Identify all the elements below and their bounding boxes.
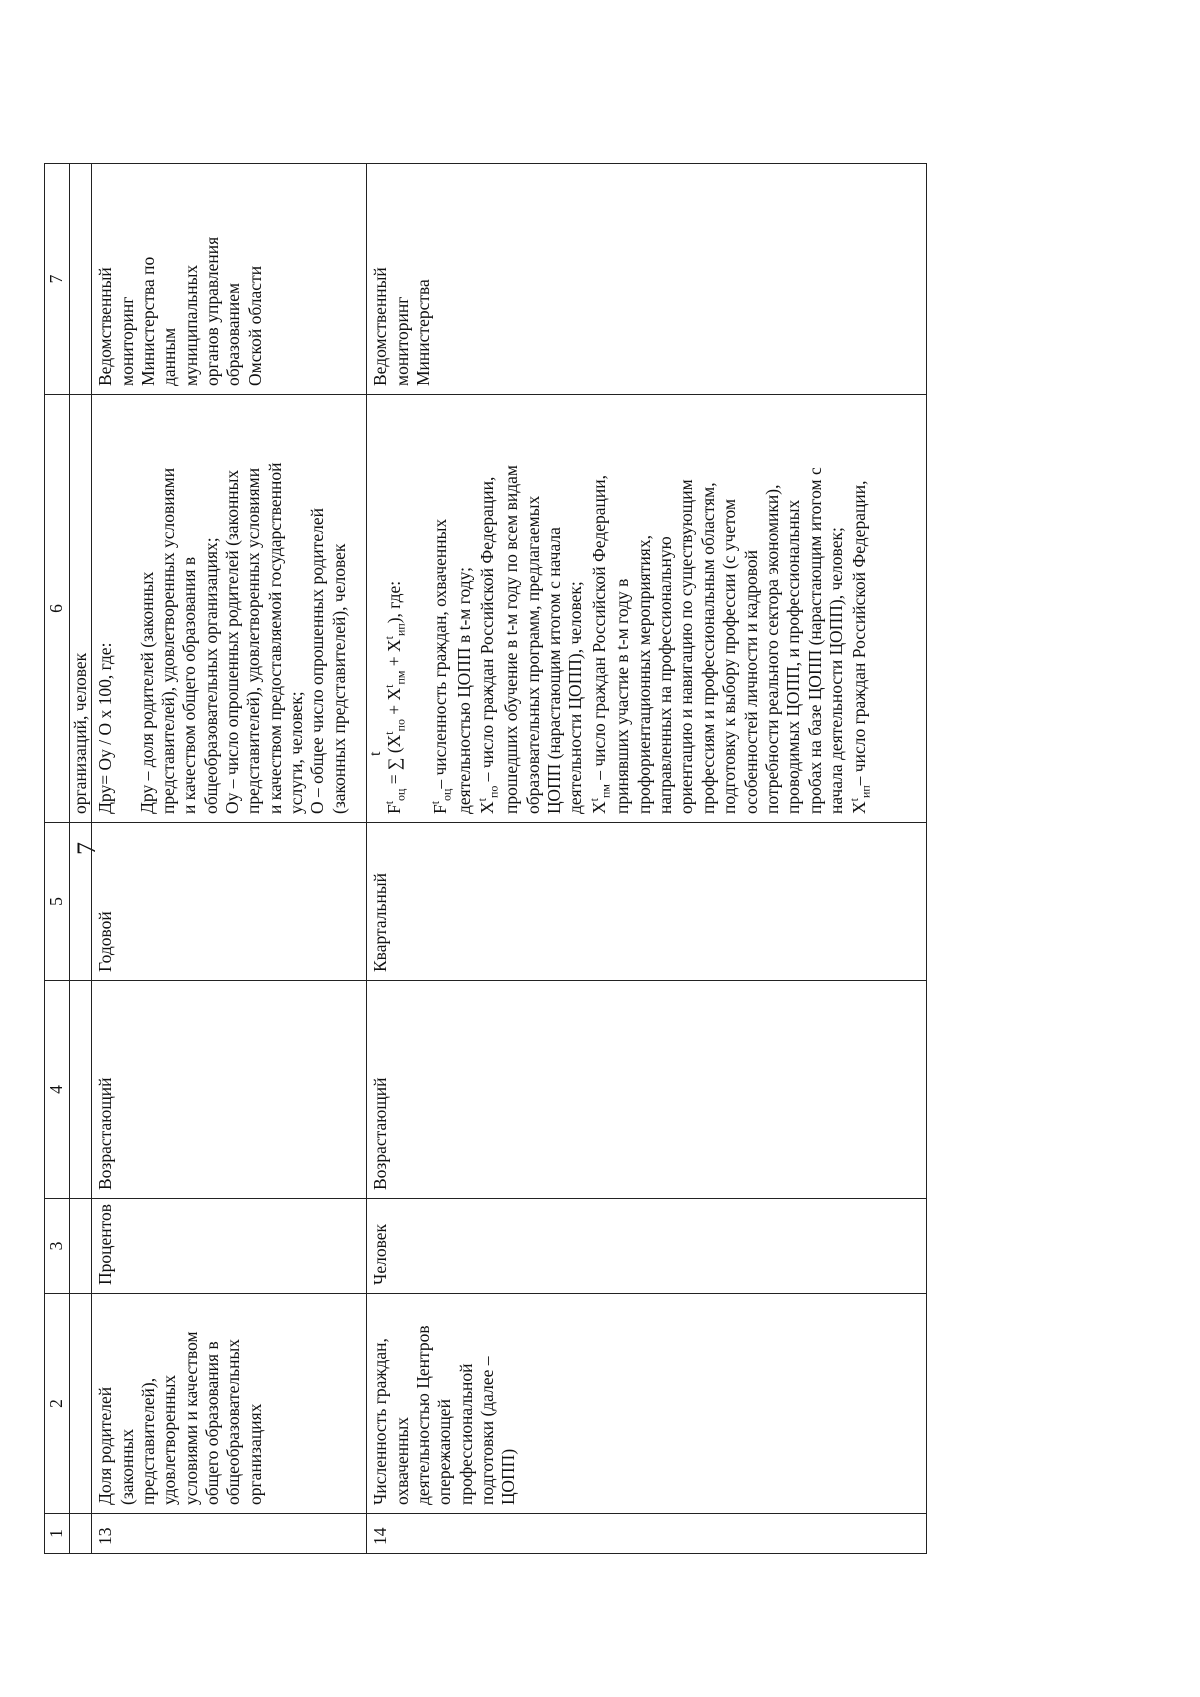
header-cell: 1 (45, 1514, 70, 1554)
header-cell: 7 (45, 164, 70, 395)
page-number: 7 (72, 842, 101, 855)
header-cell: 5 (45, 823, 70, 981)
header-cell: 2 (45, 1294, 70, 1514)
formula: $F^t_{оц}$ = ∑ $(X^t_{по} + X^t_{пм} + X^t_{ип})$, где: (382, 580, 408, 814)
row-number: 13 (92, 1514, 367, 1554)
data-source: Ведомственный мониторинг Министерства (367, 164, 927, 395)
indicator-name: Доля родителей (законных представителей), удовлетворенных условиями и качеством общего образования в общеобразовательных организациях (92, 1294, 367, 1514)
row-number: 14 (367, 1514, 927, 1554)
trend: Возрастающий (367, 981, 927, 1199)
header-cell: 6 (45, 395, 70, 823)
unit: Процентов (92, 1199, 367, 1294)
unit: Человек (367, 1199, 927, 1294)
data-source: Ведомственный мониторинг Министерства по данным муниципальных органов управления образованием Омской области (92, 164, 367, 395)
indicators-table (44, 163, 927, 1554)
period: Квартальный (367, 823, 927, 981)
table-row (92, 164, 367, 1554)
indicator-name: Численность граждан, охваченных деятельностью Центров опережающей профессиональной подготовки (далее – ЦОПП) (367, 1294, 927, 1514)
header-row (45, 164, 70, 1554)
table-row (367, 164, 927, 1554)
header-cell: 3 (45, 1199, 70, 1294)
calculation-method: Дру= Оу / О х 100, где: Дру – доля родителей (законных представителей), удовлетворенных условиями и качеством общего образования в общеобразовательных организациях; Оу – число опрошенных родителей (законных представителей), удовлетворенных условиями и качеством предоставляемой государственной услуги, человек; О – общее число опрошенных родителей (законных представителей), человек (92, 395, 367, 823)
header-cell: 4 (45, 981, 70, 1199)
formula: Дру= Оу / О х 100, где: (95, 642, 116, 814)
trend: Возрастающий (92, 981, 367, 1199)
formula-summation-index: t (367, 751, 385, 756)
calculation-method: t $F^t_{оц}$ = ∑ $(X^t_{по} + X^t_{пм} + X^t_{ип})$, где: $F^t_{оц}-$ численность граждан, охваченных деятельностью ЦОПП в t-м году; $X^t_{по}$ – число граждан Российской Федерации, прошедших обучение в t-м году по всем видам образовательных программ, предлагаемых ЦОПП (нарастающим итогом с начала деятельности ЦОПП), человек; $X^t_{пм}$ – число граждан Российской Федерации, принявших участие в t-м году в профориентационных мероприятиях, направленных на профессиональную ориентацию и навигацию по существующим профессиям и профессиональным областям, подготовку к выбору профессии (с учетом особенностей личности и кадровой потребности реального сектора экономики), проводимых ЦОПП, и профессиональных пробах на базе ЦОПП (нарастающим итогом с начала деятельности ЦОПП), человек; $X^t_{ип}-$ число граждан Российской Федерации, (367, 395, 927, 823)
continuation-text: организаций, человек (70, 395, 92, 823)
period: Годовой (92, 823, 367, 981)
continuation-row (70, 164, 92, 1554)
